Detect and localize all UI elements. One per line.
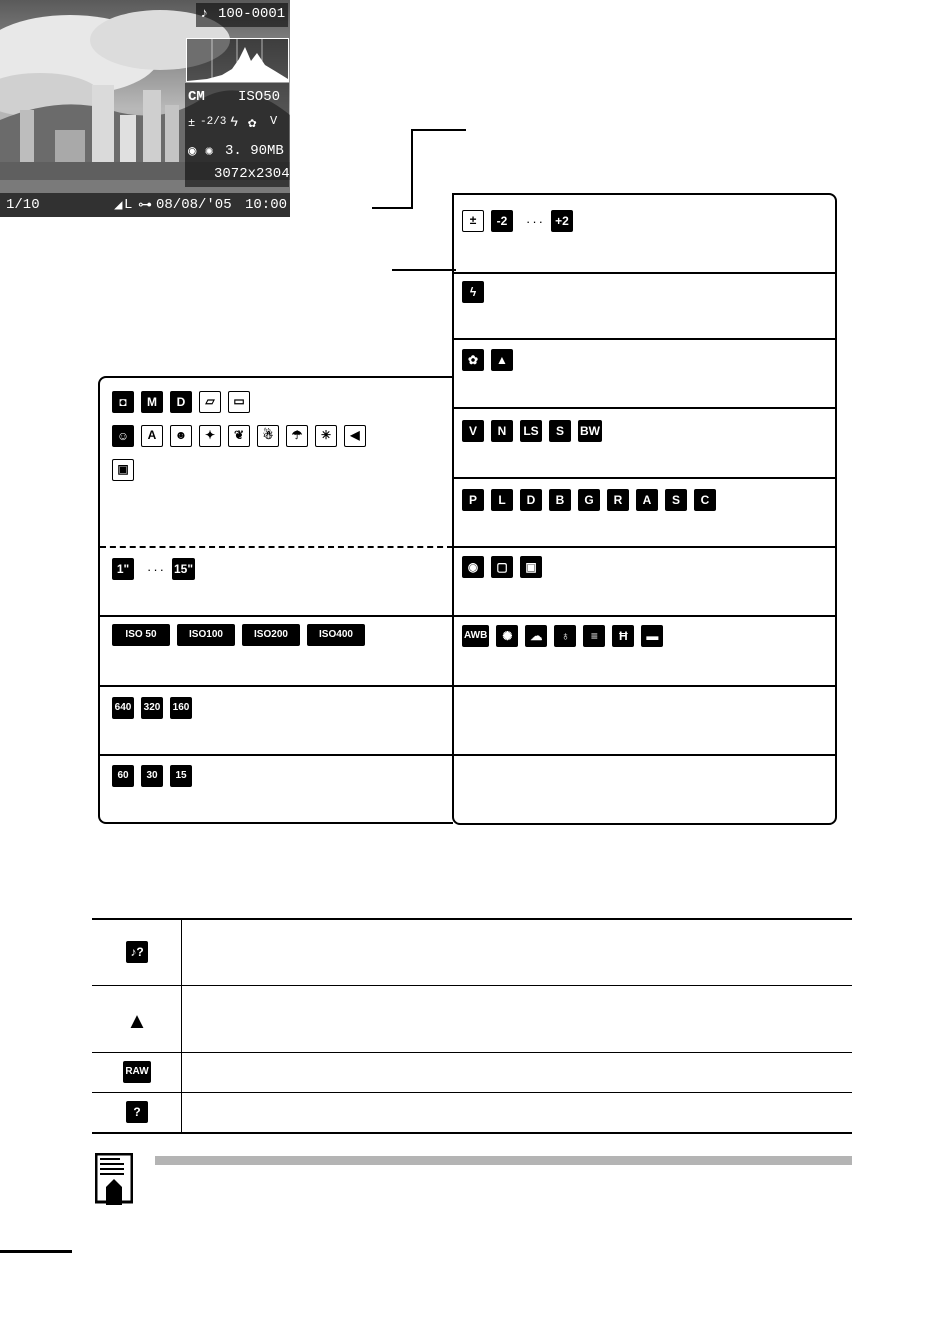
shooting-modes-row3 (112, 459, 141, 481)
my-colors-g-icon: G (578, 489, 600, 511)
my-colors-r-icon: R (607, 489, 629, 511)
frame-rate-row (112, 765, 199, 787)
note-bar (155, 1156, 852, 1165)
iso-50-icon: ISO 50 (112, 624, 170, 646)
file-number: 100-0001 (218, 6, 286, 22)
my-colors-b-icon: B (549, 489, 571, 511)
flash-row (462, 281, 491, 303)
divider (100, 754, 453, 756)
awb-icon: AWB (462, 625, 489, 647)
exposure-from: -2 (491, 210, 513, 232)
divider (454, 685, 835, 687)
iso-value: ISO50 (238, 89, 281, 105)
table-row-divider (92, 1092, 852, 1093)
quality: L (124, 197, 133, 213)
note-icon (95, 1153, 133, 1205)
exposure-comp-icon: ± (462, 210, 484, 232)
indoor-icon: ✦ (199, 425, 221, 447)
macro-icon: ✿ (462, 349, 484, 371)
spot-metering-icon: ▣ (520, 556, 542, 578)
iso-100-icon: ISO100 (177, 624, 235, 646)
resolution: 3072x2304 (214, 166, 290, 182)
shutter-from: 1" (112, 558, 134, 580)
divider (454, 477, 835, 479)
white-balance-row (462, 625, 670, 647)
my-colors-low-sharpening-icon: LS (520, 420, 542, 442)
raw-icon: RAW (123, 1061, 150, 1083)
page-footer-rule (0, 1250, 72, 1253)
dashed-divider (100, 546, 453, 548)
evaluative-metering-icon: ◉ (462, 556, 484, 578)
warning-icon: ▲ (126, 1008, 148, 1033)
divider (454, 407, 835, 409)
my-colors-row (462, 420, 609, 442)
divider (100, 685, 453, 687)
cloudy-icon: ☁ (525, 625, 547, 647)
flash-icon: ϟ (230, 115, 239, 131)
my-colors-neutral-icon: N (491, 420, 513, 442)
my-colors-vivid-icon: V (270, 114, 278, 128)
my-colors-l-icon: L (491, 489, 513, 511)
fluorescent-h-icon: Ħ (612, 625, 634, 647)
range-dots: ··· (526, 213, 545, 229)
metering-icon: ◉ (188, 144, 197, 160)
fireworks-icon: ✳ (315, 425, 337, 447)
table-row-divider (92, 985, 852, 986)
shooting-mode: CM (188, 89, 205, 105)
exposure-comp-icon: ± (188, 116, 196, 130)
compression-icon: ◢ (114, 198, 123, 214)
camera-icon: ◘ (112, 391, 134, 413)
aquarium-icon: ◀ (344, 425, 366, 447)
my-colors-c-icon: C (694, 489, 716, 511)
daylight-icon: ✺ (496, 625, 518, 647)
daylight-icon: ✺ (205, 144, 214, 160)
beach-icon: ☂ (286, 425, 308, 447)
my-colors-bw-icon: BW (578, 420, 602, 442)
shooting-modes-row2 (112, 425, 373, 447)
flash-icon: ϟ (462, 281, 484, 303)
shutter-to: 15" (172, 558, 195, 580)
divider (454, 546, 835, 548)
tungsten-icon: ♁ (554, 625, 576, 647)
table-row (92, 1101, 182, 1123)
custom-wb-icon: ▬ (641, 625, 663, 647)
divider (100, 615, 453, 617)
frame-rate-15-icon: 15 (170, 765, 192, 787)
macro-icon: ✿ (248, 116, 257, 132)
exposure-comp-row (462, 210, 580, 232)
focus-range-row (462, 349, 520, 371)
my-colors-d-icon: D (520, 489, 542, 511)
frame-rate-30-icon: 30 (141, 765, 163, 787)
stitch-icon: ▱ (199, 391, 221, 413)
foliage-icon: ❦ (228, 425, 250, 447)
frame-rate-60-icon: 60 (112, 765, 134, 787)
movie-icon: ▣ (112, 459, 134, 481)
movie-size-320-icon: 320 (141, 697, 163, 719)
exposure-to: +2 (551, 210, 573, 232)
my-colors-sepia-icon: S (549, 420, 571, 442)
color-swap-icon: ▭ (228, 391, 250, 413)
movie-size-160-icon: 160 (170, 697, 192, 719)
date: 08/08/'05 (156, 197, 232, 213)
divider (454, 754, 835, 756)
my-colors-s-icon: S (665, 489, 687, 511)
divider (454, 615, 835, 617)
time: 10:00 (245, 197, 288, 213)
movie-size-row (112, 697, 199, 719)
shutter-speed-range (112, 558, 202, 580)
my-colors-custom-row (462, 489, 723, 511)
center-weighted-metering-icon: ▢ (491, 556, 513, 578)
range-dots: ··· (147, 561, 166, 577)
unknown-icon: ? (126, 1101, 148, 1123)
divider (454, 272, 835, 274)
metering-row (462, 556, 549, 578)
sound-unknown-icon: ♪? (126, 941, 148, 963)
table-row (92, 1008, 182, 1034)
protect-icon: ⊶ (138, 198, 152, 214)
snow-icon: ☃ (257, 425, 279, 447)
table-bottom-border (92, 1132, 852, 1134)
movie-size-640-icon: 640 (112, 697, 134, 719)
file-size: 3. 90MB (225, 143, 284, 159)
table-row (92, 1061, 182, 1083)
manual-icon: M (141, 391, 163, 413)
my-colors-vivid-icon: V (462, 420, 484, 442)
fluorescent-icon: ≡ (583, 625, 605, 647)
table-row-divider (92, 1052, 852, 1053)
infinity-icon: ▲ (491, 349, 513, 371)
kids-pets-icon: ☻ (170, 425, 192, 447)
shooting-modes-row1 (112, 391, 257, 413)
my-colors-p-icon: P (462, 489, 484, 511)
frame-counter: 1/10 (6, 197, 40, 213)
divider (454, 338, 835, 340)
iso-400-icon: ISO400 (307, 624, 365, 646)
my-colors-a-icon: A (636, 489, 658, 511)
sound-memo-icon: ♪ (200, 6, 209, 22)
exposure-value: -2/3 (200, 116, 227, 128)
night-snapshot-icon: A (141, 425, 163, 447)
table-row (92, 941, 182, 963)
iso-row (112, 624, 372, 646)
table-top-border (92, 918, 852, 920)
iso-200-icon: ISO200 (242, 624, 300, 646)
portrait-icon: ☺ (112, 425, 134, 447)
digital-macro-icon: D (170, 391, 192, 413)
